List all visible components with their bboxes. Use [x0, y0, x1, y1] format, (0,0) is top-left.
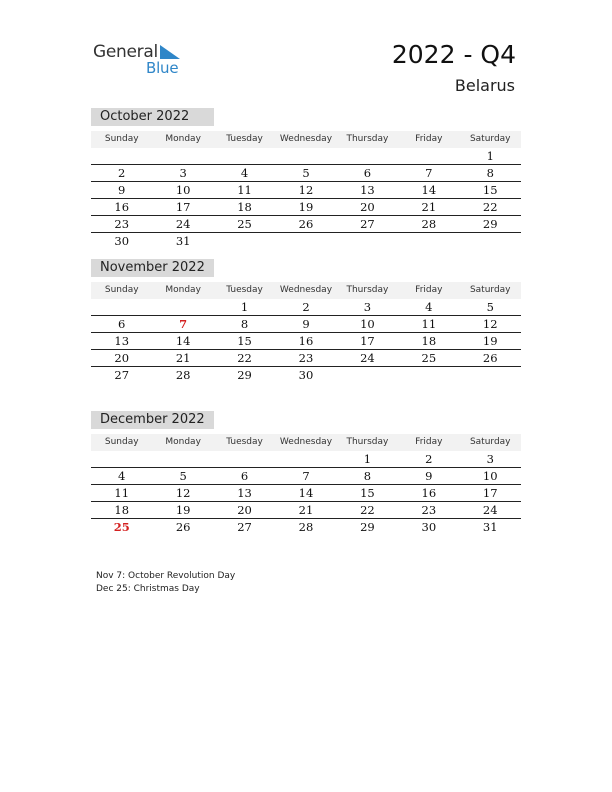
day-cell: 17: [175, 200, 191, 214]
day-cell: 28: [298, 520, 314, 534]
weekday-label: Wednesday: [279, 285, 333, 295]
day-cell: 29: [482, 217, 498, 231]
day-cell: 17: [360, 334, 375, 348]
day-cell: 8: [240, 317, 249, 331]
day-cell: 13: [114, 334, 130, 348]
day-cell: 23: [114, 217, 130, 231]
day-cell: 4: [118, 469, 126, 483]
weekday-label: Saturday: [469, 437, 511, 447]
day-cell: 25: [421, 351, 437, 365]
weekday-header: [91, 434, 521, 451]
weekday-label: Friday: [415, 134, 443, 144]
day-cell: 3: [486, 452, 494, 466]
day-cell: [214, 148, 275, 164]
day-cell: 20: [237, 503, 252, 517]
day-cell: 16: [298, 334, 314, 348]
logo: [93, 42, 193, 78]
day-cell: 15: [360, 486, 375, 500]
day-cell: 22: [360, 503, 375, 517]
weekday-label: Wednesday: [279, 437, 333, 447]
holiday-note: Nov 7: October Revolution Day: [96, 571, 236, 581]
day-cell: 10: [482, 469, 498, 483]
day-cell: [275, 451, 336, 467]
day-cell: 10: [360, 317, 375, 331]
country-label: Belarus: [454, 76, 515, 95]
day-cell: 2: [302, 300, 310, 314]
day-cell: 30: [421, 520, 437, 534]
week-row: [91, 182, 521, 199]
weekday-label: Friday: [415, 437, 443, 447]
day-cell: 18: [421, 334, 437, 348]
day-cell: 6: [118, 317, 126, 331]
day-cell: 6: [240, 469, 249, 483]
week-row: [91, 333, 521, 350]
day-cell: 12: [298, 183, 314, 197]
weekday-label: Saturday: [469, 285, 511, 295]
day-cell: [337, 367, 398, 383]
day-cell: 26: [298, 217, 314, 231]
month-title: December 2022: [91, 411, 214, 429]
day-cell: [460, 367, 521, 383]
day-cell: 25: [237, 217, 252, 231]
holiday-note: Dec 25: Christmas Day: [96, 584, 200, 594]
month-october: [91, 108, 521, 249]
week-row: [91, 367, 521, 383]
day-cell: 11: [237, 183, 252, 197]
day-cell: 14: [298, 486, 314, 500]
day-cell: 10: [175, 183, 191, 197]
week-row: [91, 216, 521, 233]
weekday-label: Thursday: [346, 437, 389, 447]
day-cell: 30: [114, 234, 130, 248]
day-cell: 20: [360, 200, 375, 214]
week-row: [91, 199, 521, 216]
day-cell: [337, 233, 398, 249]
day-cell: 19: [175, 503, 191, 517]
day-cell: 9: [118, 183, 126, 197]
day-cell: 8: [486, 166, 494, 180]
day-cell: 3: [363, 300, 372, 314]
weekday-label: Monday: [165, 437, 201, 447]
weekday-label: Saturday: [469, 134, 511, 144]
day-cell: 27: [360, 217, 375, 231]
month-december: [91, 411, 521, 535]
logo-general-text: General: [93, 42, 158, 62]
day-cell: 16: [114, 200, 130, 214]
day-cell: 7: [425, 166, 433, 180]
day-cell: 6: [363, 166, 372, 180]
day-cell: [275, 148, 336, 164]
weekday-label: Tuesday: [226, 134, 263, 144]
weekday-label: Monday: [165, 134, 201, 144]
day-cell: 22: [482, 200, 498, 214]
weekday-label: Sunday: [104, 285, 139, 295]
day-cell: 1: [240, 300, 249, 314]
day-cell: 24: [175, 217, 191, 231]
day-cell: 15: [237, 334, 252, 348]
day-cell: 1: [486, 149, 494, 163]
day-cell: 27: [237, 520, 252, 534]
weekday-label: Tuesday: [226, 437, 263, 447]
day-cell: 12: [175, 486, 191, 500]
week-row: [91, 468, 521, 485]
day-cell: 28: [175, 368, 191, 382]
day-cell: 1: [363, 452, 372, 466]
day-cell: 23: [298, 351, 314, 365]
day-cell: 5: [179, 469, 187, 483]
day-cell: 21: [175, 351, 191, 365]
day-cell: 13: [360, 183, 375, 197]
day-cell: 18: [237, 200, 252, 214]
day-cell: 18: [114, 503, 130, 517]
day-cell: [152, 451, 213, 467]
day-cell: 13: [237, 486, 252, 500]
day-cell: [91, 299, 152, 315]
week-row: [91, 165, 521, 182]
day-cell: 4: [240, 166, 249, 180]
day-cell: 14: [421, 183, 437, 197]
day-cell: 2: [118, 166, 126, 180]
day-cell: 28: [421, 217, 437, 231]
week-row: [91, 451, 521, 468]
month-title: October 2022: [91, 108, 214, 126]
day-cell: 21: [421, 200, 437, 214]
weekday-header: [91, 131, 521, 148]
day-cell: 15: [482, 183, 498, 197]
weekday-label: Sunday: [104, 134, 139, 144]
day-cell: 9: [425, 469, 433, 483]
day-cell: 14: [175, 334, 191, 348]
holiday-notes: [96, 570, 235, 596]
day-cell: [214, 233, 275, 249]
day-cell: [460, 233, 521, 249]
day-cell: 12: [482, 317, 498, 331]
day-cell: [337, 148, 398, 164]
day-cell: 7: [179, 317, 188, 331]
day-cell: 27: [114, 368, 130, 382]
weekday-label: Tuesday: [226, 285, 263, 295]
day-cell: 29: [237, 368, 252, 382]
day-cell: 5: [486, 300, 494, 314]
week-row: [91, 233, 521, 249]
logo-triangle-icon: [160, 45, 180, 59]
day-cell: 11: [114, 486, 130, 500]
day-cell: 20: [114, 351, 130, 365]
week-row: [91, 519, 521, 535]
day-cell: 25: [113, 520, 130, 534]
day-cell: [398, 148, 459, 164]
weekday-label: Sunday: [104, 437, 139, 447]
weekday-label: Thursday: [346, 134, 389, 144]
day-cell: 24: [482, 503, 498, 517]
month-title: November 2022: [91, 259, 214, 277]
day-cell: 3: [179, 166, 187, 180]
week-row: [91, 148, 521, 165]
day-cell: 9: [302, 317, 310, 331]
week-row: [91, 316, 521, 333]
week-row: [91, 299, 521, 316]
day-cell: 7: [302, 469, 310, 483]
week-row: [91, 502, 521, 519]
day-cell: 5: [302, 166, 310, 180]
day-cell: 26: [482, 351, 498, 365]
day-cell: 16: [421, 486, 437, 500]
month-november: [91, 259, 521, 383]
logo-blue-text: Blue: [146, 59, 179, 77]
day-cell: 11: [421, 317, 437, 331]
day-cell: 8: [363, 469, 372, 483]
day-cell: 29: [360, 520, 375, 534]
day-cell: [152, 148, 213, 164]
day-cell: [214, 451, 275, 467]
day-cell: [398, 367, 459, 383]
day-cell: [275, 233, 336, 249]
day-cell: 24: [360, 351, 375, 365]
day-cell: 19: [482, 334, 498, 348]
weekday-header: [91, 282, 521, 299]
weekday-label: Friday: [415, 285, 443, 295]
day-cell: 30: [298, 368, 314, 382]
day-cell: 4: [425, 300, 433, 314]
day-cell: [91, 451, 152, 467]
week-row: [91, 350, 521, 367]
day-cell: [91, 148, 152, 164]
page-title: 2022 - Q4: [391, 40, 516, 69]
day-cell: 31: [482, 520, 498, 534]
weekday-label: Thursday: [346, 285, 389, 295]
day-cell: 2: [425, 452, 433, 466]
day-cell: 31: [175, 234, 191, 248]
weekday-label: Wednesday: [279, 134, 333, 144]
day-cell: 17: [482, 486, 498, 500]
day-cell: 23: [421, 503, 437, 517]
day-cell: 21: [298, 503, 314, 517]
day-cell: 22: [237, 351, 252, 365]
day-cell: [152, 299, 213, 315]
weekday-label: Monday: [165, 285, 201, 295]
week-row: [91, 485, 521, 502]
day-cell: 26: [175, 520, 191, 534]
day-cell: [398, 233, 459, 249]
day-cell: 19: [298, 200, 314, 214]
